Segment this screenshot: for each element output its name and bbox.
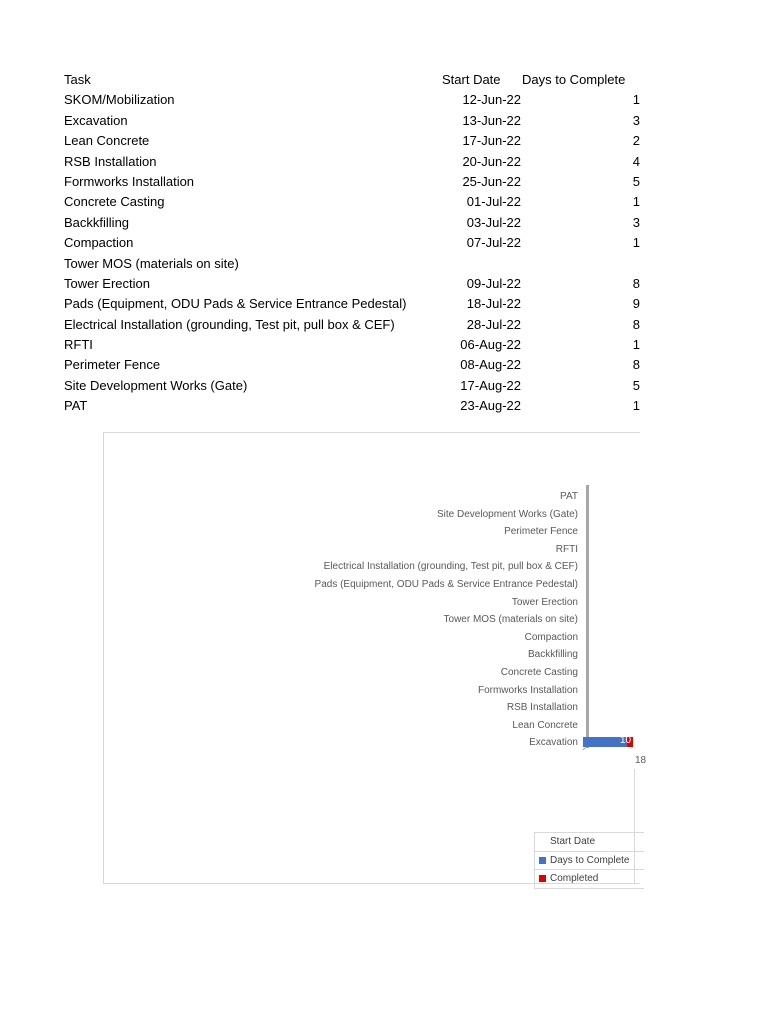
start-date-cell[interactable]: 07-Jul-22 <box>466 235 521 251</box>
days-cell[interactable]: 8 <box>632 316 640 332</box>
days-cell[interactable]: 1 <box>632 235 640 251</box>
days-cell[interactable]: 1 <box>632 398 640 414</box>
category-label: Perimeter Fence <box>504 526 578 538</box>
task-cell[interactable]: Compaction <box>64 235 134 251</box>
task-cell[interactable]: Tower MOS (materials on site) <box>64 255 239 271</box>
start-date-cell[interactable]: 23-Aug-22 <box>460 398 521 414</box>
task-cell[interactable]: RFTI <box>64 337 93 353</box>
start-date-cell[interactable]: 28-Jul-22 <box>466 316 521 332</box>
legend-swatch-icon <box>539 875 546 882</box>
legend-label: Days to Complete <box>550 854 630 866</box>
header-start-date[interactable]: Start Date <box>442 72 501 87</box>
category-label: Backkfilling <box>527 649 578 661</box>
category-label: Tower Erection <box>511 596 578 608</box>
days-cell[interactable]: 3 <box>632 214 640 230</box>
task-cell[interactable]: Formworks Installation <box>64 173 195 189</box>
category-label: PAT <box>560 491 578 502</box>
legend-item[interactable] <box>535 852 644 871</box>
table-row <box>64 91 642 111</box>
legend-swatch-icon <box>539 857 546 864</box>
category-label: RSB Installation <box>506 702 578 714</box>
task-cell[interactable]: SKOM/Mobilization <box>64 92 175 108</box>
days-cell[interactable]: 3 <box>632 112 640 128</box>
days-cell[interactable]: 4 <box>632 153 640 169</box>
category-label: Lean Concrete <box>512 719 578 731</box>
table-row <box>64 132 642 152</box>
days-cell[interactable]: 2 <box>632 133 640 149</box>
category-label: Electrical Installation (grounding, Test pit, pull box & CEF) <box>323 561 578 573</box>
table-row <box>64 112 642 132</box>
days-cell[interactable]: 5 <box>632 173 640 189</box>
chart-legend[interactable] <box>534 832 644 889</box>
header-days-to-complete[interactable]: Days to Complete <box>522 72 626 87</box>
category-axis-line <box>586 485 589 748</box>
gantt-chart[interactable] <box>103 432 647 884</box>
table-row <box>64 377 642 397</box>
legend-item[interactable] <box>535 870 644 889</box>
start-date-cell[interactable]: 20-Jun-22 <box>462 153 521 169</box>
table-row <box>64 336 642 356</box>
start-date-cell[interactable]: 08-Aug-22 <box>460 357 521 373</box>
data-label-excavation: 10 <box>620 735 632 746</box>
task-cell[interactable]: Site Development Works (Gate) <box>64 377 248 393</box>
table-body <box>64 91 642 417</box>
table-row <box>64 234 642 254</box>
category-label: Formworks Installation <box>477 684 578 696</box>
legend-item[interactable] <box>535 833 644 852</box>
category-label: Compaction <box>524 631 578 643</box>
start-date-cell[interactable]: 25-Jun-22 <box>462 173 521 189</box>
table-row <box>64 173 642 193</box>
x-axis-tick-label: 18 <box>635 755 647 766</box>
task-table <box>64 71 642 418</box>
header-task[interactable]: Task <box>64 72 91 87</box>
start-date-cell[interactable]: 17-Jun-22 <box>462 133 521 149</box>
table-row <box>64 275 642 295</box>
table-row <box>64 356 642 376</box>
table-header-row <box>64 71 642 91</box>
task-cell[interactable]: Electrical Installation (grounding, Test pit, pull box & CEF) <box>64 316 395 332</box>
start-date-cell[interactable]: 17-Aug-22 <box>460 377 521 393</box>
task-cell[interactable]: RSB Installation <box>64 153 157 169</box>
task-cell[interactable]: Lean Concrete <box>64 133 150 149</box>
start-date-cell[interactable]: 13-Jun-22 <box>462 112 521 128</box>
category-label: Concrete Casting <box>500 667 578 678</box>
days-cell[interactable]: 8 <box>632 275 640 291</box>
legend-label: Completed <box>550 873 599 885</box>
start-date-cell[interactable]: 03-Jul-22 <box>466 214 521 230</box>
table-row <box>64 193 642 213</box>
start-date-cell[interactable]: 09-Jul-22 <box>466 275 521 291</box>
table-row <box>64 214 642 234</box>
legend-label: Start Date <box>550 836 596 847</box>
start-date-cell[interactable]: 06-Aug-22 <box>460 337 521 353</box>
category-label: Pads (Equipment, ODU Pads & Service Entrance Pedestal) <box>314 579 578 590</box>
days-cell[interactable]: 1 <box>632 337 640 353</box>
table-row <box>64 397 642 417</box>
category-label: Site Development Works (Gate) <box>437 508 578 520</box>
table-row <box>64 316 642 336</box>
start-date-cell[interactable]: 18-Jul-22 <box>466 296 521 312</box>
table-row <box>64 153 642 173</box>
category-label: RFTI <box>555 543 578 555</box>
task-cell[interactable]: Pads (Equipment, ODU Pads & Service Entrance Pedestal) <box>64 296 407 312</box>
task-cell[interactable]: Concrete Casting <box>64 194 165 210</box>
table-row <box>64 255 642 275</box>
category-label: Excavation <box>529 737 578 749</box>
days-cell[interactable]: 5 <box>632 377 640 393</box>
task-cell[interactable]: Excavation <box>64 112 128 128</box>
days-cell[interactable]: 8 <box>632 357 640 373</box>
category-label: Tower MOS (materials on site) <box>443 614 578 626</box>
days-cell[interactable]: 1 <box>632 92 640 108</box>
start-date-cell[interactable]: 01-Jul-22 <box>466 194 521 210</box>
task-cell[interactable]: Backkfilling <box>64 214 130 230</box>
days-cell[interactable]: 9 <box>632 296 640 312</box>
table-row <box>64 295 642 315</box>
start-date-cell[interactable]: 12-Jun-22 <box>462 92 521 108</box>
task-cell[interactable]: PAT <box>64 398 88 414</box>
task-cell[interactable]: Tower Erection <box>64 275 150 291</box>
days-cell[interactable]: 1 <box>632 194 640 210</box>
task-cell[interactable]: Perimeter Fence <box>64 357 161 373</box>
